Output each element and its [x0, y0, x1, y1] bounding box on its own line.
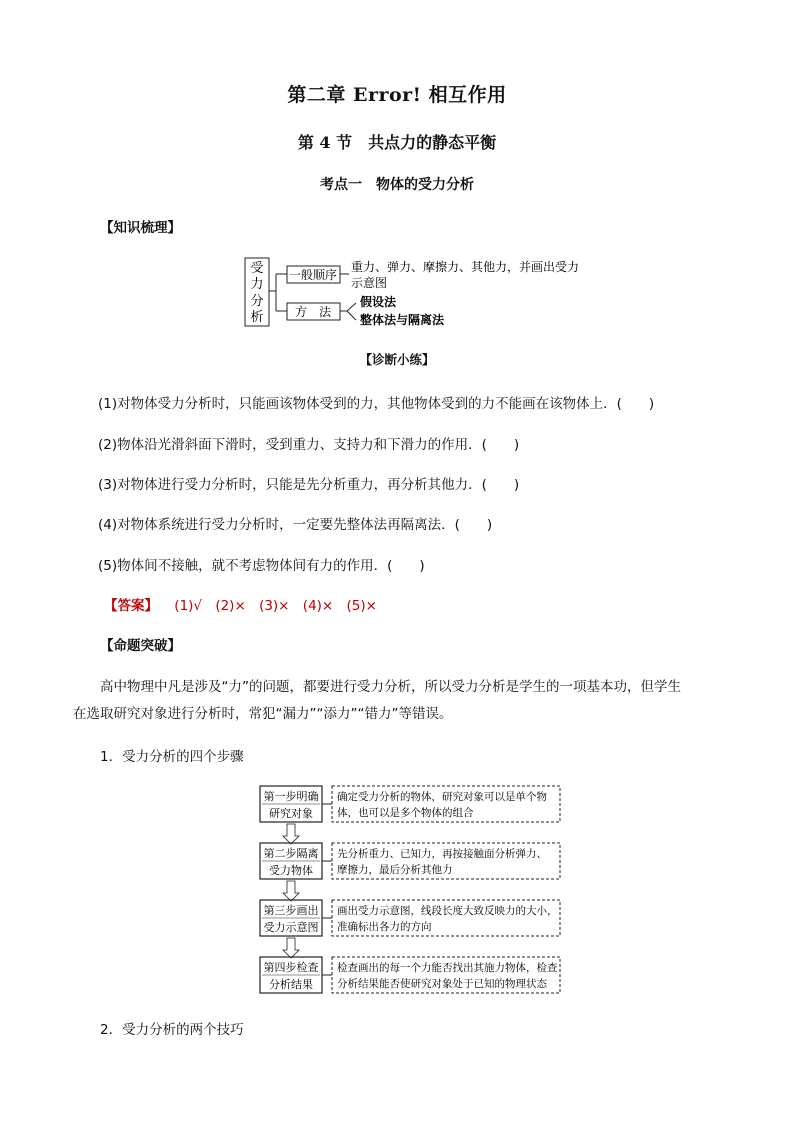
node1-text-1: 重力、弹力、摩擦力、其他力，并画出受力 [351, 260, 580, 274]
root-char: 分 [250, 294, 264, 309]
down-arrow [283, 881, 299, 901]
step-desc-1: 先分析重力、已知力，再按接触面分析弹力、 [337, 848, 547, 860]
step-4 [260, 957, 560, 993]
answer-item: (1)√ [174, 598, 203, 614]
step-desc-2: 分析结果能否使研究对象处于已知的物理状态 [337, 978, 547, 990]
node1-text-2: 示意图 [351, 276, 388, 290]
question-item: (1)对物体受力分析时，只能画该物体受到的力，其他物体受到的力不能画在该物体上．( ) [98, 396, 655, 412]
method-item: 假设法 [360, 295, 397, 309]
step-label-2: 研究对象 [269, 807, 313, 820]
root-char: 受 [250, 261, 264, 276]
node-general-order-label: 一般顺序 [288, 268, 338, 282]
step-label-1: 第二步隔离 [263, 847, 319, 860]
intro-line-2: 在选取研究对象进行分析时，常犯“漏力”“添力”“错力”等错误。 [73, 706, 453, 722]
step-1 [260, 786, 560, 822]
chapter-title: 第二章 Error! 相互作用 [287, 84, 507, 106]
step-desc-2: 摩擦力，最后分析其他力 [337, 864, 453, 876]
step-desc-1: 画出受力示意图，线段长度大致反映力的大小， [337, 905, 558, 917]
method-item: 整体法与隔离法 [360, 313, 445, 327]
question-item: (2)物体沿光滑斜面下滑时，受到重力、支持力和下滑力的作用．( ) [98, 437, 520, 453]
knowledge-heading: 【知识梳理】 [100, 220, 181, 236]
answer-item: (5)× [346, 598, 377, 614]
step-desc-2: 体，也可以是多个物体的组合 [337, 807, 474, 819]
diagnosis-heading: 【诊断小练】 [359, 352, 435, 367]
step-label-2: 受力物体 [269, 864, 313, 877]
answer-item: (2)× [215, 598, 246, 614]
step-desc-1: 确定受力分析的物体，研究对象可以是单个物 [337, 791, 547, 803]
answer-item: (3)× [259, 598, 290, 614]
intro-line-1: 高中物理中凡是涉及“力”的问题，都要进行受力分析，所以受力分析是学生的一项基本功，但学生 [100, 679, 681, 695]
answer-item: (4)× [302, 598, 334, 614]
item1-title-text: 1．受力分析的四个步骤 [100, 749, 244, 765]
topic-title: 考点一 物体的受力分析 [320, 177, 474, 193]
root-char: 力 [250, 277, 264, 292]
step-label-1: 第四步检查 [263, 961, 319, 974]
step-3 [260, 900, 560, 936]
step-desc-1: 检查画出的每一个力能否找出其施力物体，检查 [337, 962, 558, 974]
node-method-label: 方 法 [294, 305, 332, 319]
step-label-2: 受力示意图 [263, 921, 319, 934]
item2-title-text: 2．受力分析的两个技巧 [100, 1022, 244, 1038]
question-item: (4)对物体系统进行受力分析时，一定要先整体法再隔离法．( ) [98, 517, 493, 533]
down-arrow [283, 938, 299, 958]
step-label-2: 分析结果 [269, 978, 313, 991]
down-arrow [283, 824, 299, 844]
root-char: 析 [250, 310, 264, 325]
question-item: (3)对物体进行受力分析时，只能是先分析重力，再分析其他力．( ) [98, 477, 520, 493]
step-label-1: 第一步明确 [263, 790, 319, 803]
section-title: 第 4 节 共点力的静态平衡 [297, 133, 497, 152]
breakthrough-heading: 【命题突破】 [100, 638, 181, 654]
item2-title [100, 1018, 244, 1038]
step-desc-2: 准确标出各力的方向 [337, 921, 432, 933]
question-item: (5)物体间不接触，就不考虑物体间有力的作用．( ) [98, 558, 425, 574]
step-label-1: 第三步画出 [263, 904, 319, 917]
answer-label: 【答案】 [104, 598, 158, 614]
step-2 [260, 843, 560, 879]
